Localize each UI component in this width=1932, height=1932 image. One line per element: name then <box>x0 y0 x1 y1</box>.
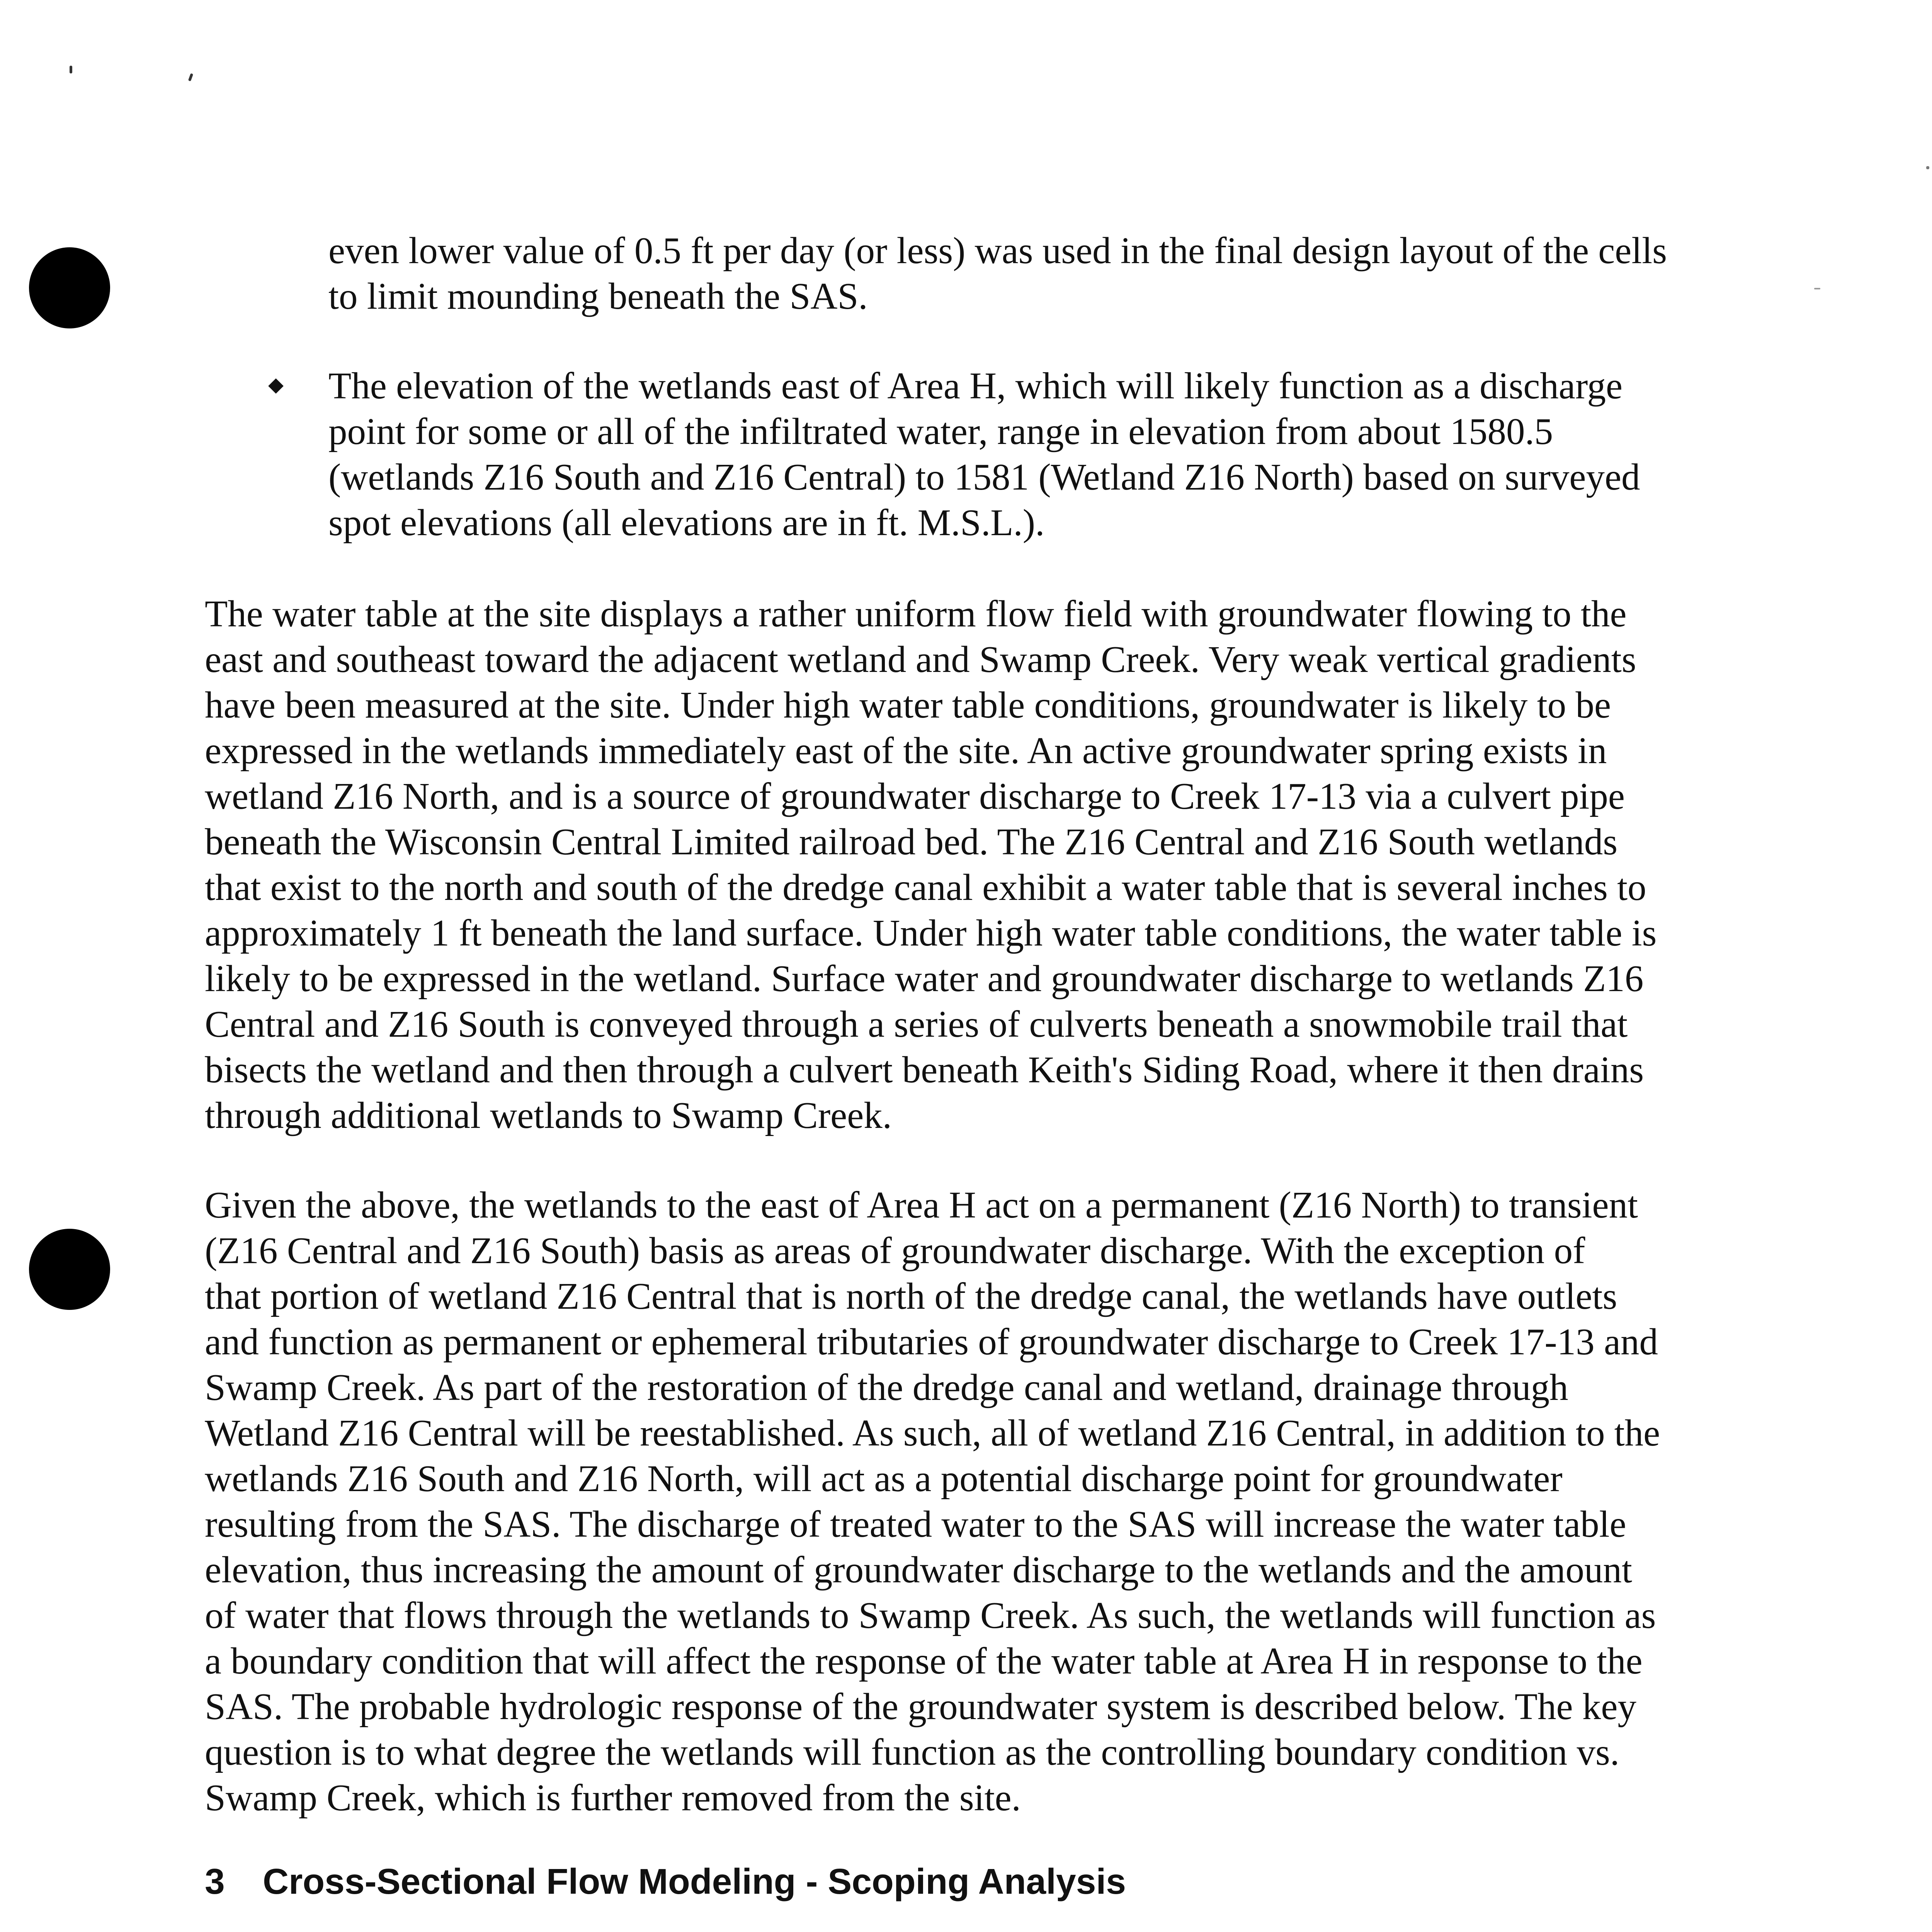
text-line: a boundary condition that will affect the response of the water table at Area H in response to the <box>205 1640 1643 1682</box>
text-line: likely to be expressed in the wetland. Surface water and groundwater discharge to wetlands Z16 <box>205 958 1644 999</box>
section-title: Cross-Sectional Flow Modeling - Scoping Analysis <box>263 1861 1126 1901</box>
text-line: bisects the wetland and then through a culvert beneath Keith's Siding Road, where it then drains <box>205 1049 1644 1090</box>
text-line: The elevation of the wetlands east of Area H, which will likely function as a discharge <box>328 365 1623 406</box>
text-line: Wetland Z16 Central will be reestablished. As such, all of wetland Z16 Central, in addition to the <box>205 1412 1660 1454</box>
text-line: point for some or all of the infiltrated water, range in elevation from about 1580.5 <box>328 411 1553 452</box>
section-heading <box>205 1859 1126 1904</box>
text-line: approximately 1 ft beneath the land surface. Under high water table conditions, the water table is <box>205 912 1657 954</box>
text-line: wetland Z16 North, and is a source of groundwater discharge to Creek 17-13 via a culvert pipe <box>205 776 1625 817</box>
text-line: east and southeast toward the adjacent wetland and Swamp Creek. Very weak vertical gradients <box>205 639 1636 680</box>
text-line: question is to what degree the wetlands will function as the controlling boundary condition vs. <box>205 1731 1620 1773</box>
water-table-paragraph <box>205 591 1656 1138</box>
text-line: to limit mounding beneath the SAS. <box>328 276 868 317</box>
text-line: Given the above, the wetlands to the east of Area H act on a permanent (Z16 North) to transient <box>205 1184 1638 1226</box>
text-line: even lower value of 0.5 ft per day (or less) was used in the final design layout of the cells <box>328 230 1667 271</box>
bullet-item <box>328 363 1640 546</box>
text-line: beneath the Wisconsin Central Limited railroad bed. The Z16 Central and Z16 South wetlands <box>205 821 1618 862</box>
bullet-diamond-icon <box>268 378 284 394</box>
text-line: (wetlands Z16 South and Z16 Central) to 1581 (Wetland Z16 North) based on surveyed <box>328 456 1640 498</box>
punch-hole <box>29 1229 110 1310</box>
text-line: expressed in the wetlands immediately east of the site. An active groundwater spring exists in <box>205 730 1607 771</box>
scan-speck <box>188 73 193 81</box>
text-line: Central and Z16 South is conveyed through a series of culverts beneath a snowmobile trail that <box>205 1003 1628 1045</box>
scan-speck <box>1926 166 1929 169</box>
text-line: wetlands Z16 South and Z16 North, will act as a potential discharge point for groundwater <box>205 1458 1563 1499</box>
text-line: and function as permanent or ephemeral tributaries of groundwater discharge to Creek 17-13 and <box>205 1321 1658 1362</box>
text-line: Swamp Creek. As part of the restoration of the dredge canal and wetland, drainage through <box>205 1367 1568 1408</box>
text-line: (Z16 Central and Z16 South) basis as areas of groundwater discharge. With the exception of <box>205 1230 1585 1271</box>
text-line: that portion of wetland Z16 Central that is north of the dredge canal, the wetlands have outlets <box>205 1276 1617 1317</box>
text-line: have been measured at the site. Under high water table conditions, groundwater is likely to be <box>205 684 1611 726</box>
text-line: Swamp Creek, which is further removed from the site. <box>205 1777 1021 1818</box>
continued-paragraph <box>328 228 1667 319</box>
text-line: spot elevations (all elevations are in ft. M.S.L.). <box>328 502 1045 543</box>
text-line: SAS. The probable hydrologic response of the groundwater system is described below. The key <box>205 1686 1636 1727</box>
scan-speck <box>1814 288 1820 289</box>
section-number: 3 <box>205 1861 225 1901</box>
given-paragraph <box>205 1182 1660 1821</box>
text-line: resulting from the SAS. The discharge of treated water to the SAS will increase the water table <box>205 1503 1626 1545</box>
text-line: The water table at the site displays a rather uniform flow field with groundwater flowing to the <box>205 593 1627 634</box>
text-line: through additional wetlands to Swamp Creek. <box>205 1095 892 1136</box>
text-line: elevation, thus increasing the amount of groundwater discharge to the wetlands and the amount <box>205 1549 1632 1590</box>
text-line: that exist to the north and south of the dredge canal exhibit a water table that is several inches to <box>205 867 1646 908</box>
punch-hole <box>29 247 110 328</box>
scan-speck <box>70 66 72 73</box>
text-line: of water that flows through the wetlands to Swamp Creek. As such, the wetlands will function as <box>205 1595 1656 1636</box>
